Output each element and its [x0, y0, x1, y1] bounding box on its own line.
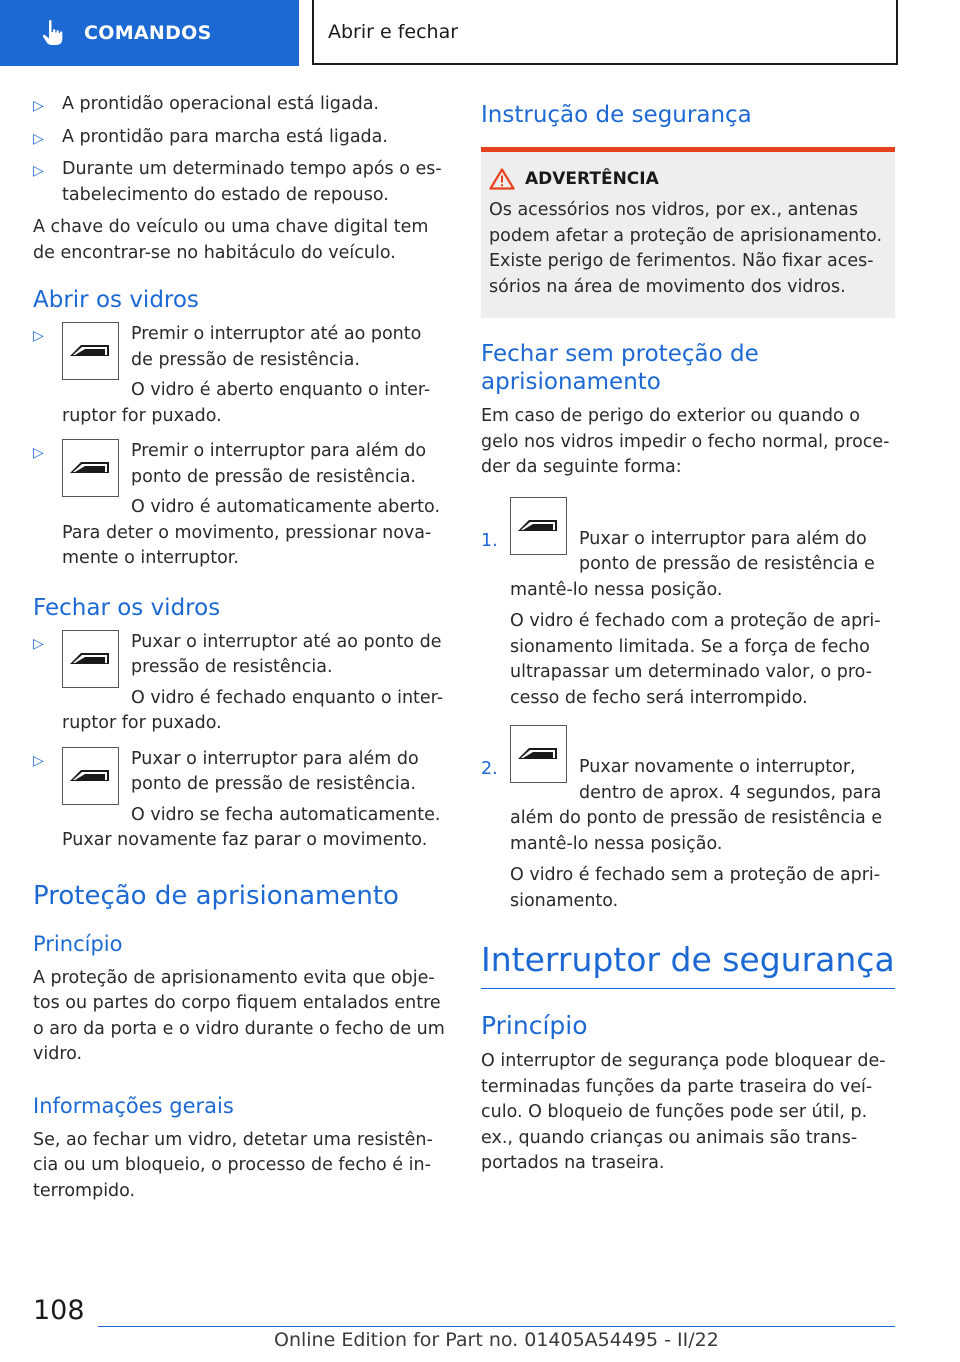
step-number: 2. — [481, 759, 498, 779]
left-column — [33, 92, 447, 1204]
window-switch-icon — [62, 439, 119, 497]
section-tab[interactable] — [0, 0, 299, 66]
pointing-hand-icon — [40, 19, 66, 47]
anti-trap-heading: Proteção de aprisionamento — [33, 880, 399, 911]
principle-heading: Princípio — [33, 931, 123, 956]
triangle-bullet-icon: ▷ — [33, 635, 44, 652]
page-header — [0, 0, 960, 66]
footer-edition: Online Edition for Part no. 01405A54495 - II/22 — [274, 1329, 719, 1351]
list-item-text: Puxar o interruptor para além do ponto de pressão de resistência. — [131, 748, 419, 794]
safety-heading: Instrução de segurança — [481, 102, 752, 128]
list-item — [33, 630, 447, 737]
list-item-subtext: O vidro se fecha automaticamente. Puxar novamente faz parar o movimento. — [62, 804, 441, 850]
triangle-bullet-icon: ▷ — [33, 328, 44, 344]
key-note: A chave do veículo ou uma chave digital tem de encontrar-se no habitáculo do veículo. — [33, 217, 429, 263]
close-without-protection-text: Em caso de perigo do exterior ou quando o gelo nos vidros impedir o fecho normal, proce-der da seguinte forma: — [481, 406, 890, 477]
warning-text: Os acessórios nos vidros, por ex., antenas podem afetar a proteção de aprisionamento. Existe perigo de ferimentos. Não fixar aces-sórios na área de movimento dos vidros. — [489, 200, 883, 297]
triangle-bullet-icon: ▷ — [33, 163, 44, 179]
step-item — [481, 497, 895, 712]
general-info-heading: Informações gerais — [33, 1093, 234, 1118]
list-item-subtext: O vidro é automaticamente aberto. Para deter o movimento, pressionar nova-mente o interruptor. — [62, 497, 441, 568]
list-item — [33, 92, 447, 118]
triangle-bullet-icon: ▷ — [33, 130, 44, 147]
list-item — [33, 157, 447, 208]
list-item-subtext: O vidro é fechado enquanto o inter-ruptor for puxado. — [62, 687, 444, 733]
window-switch-icon — [510, 725, 567, 783]
window-switch-icon — [62, 322, 119, 380]
warning-label: ADVERTÊNCIA — [525, 169, 659, 189]
list-item-text: A prontidão operacional está ligada. — [62, 94, 379, 114]
switch-principle-text: O interruptor de segurança pode bloquear de-terminadas funções da parte traseira do veí-culo. O bloqueio de funções pode ser útil, p. ex., quando crianças ou animais são trans-portados na traseira. — [481, 1051, 886, 1173]
general-info-text: Se, ao fechar um vidro, detetar uma resistên-cia ou um bloqueio, o processo de fecho é in-terrompido. — [33, 1129, 433, 1201]
right-column — [481, 92, 895, 1177]
list-item-text: Premir o interruptor até ao ponto de pressão de resistência. — [131, 324, 422, 370]
step-number: 1. — [481, 530, 498, 551]
page-number: 108 — [33, 1295, 85, 1326]
safety-switch-heading: Interruptor de segurança — [481, 940, 895, 979]
close-windows-heading: Fechar os vidros — [33, 594, 221, 621]
close-without-protection-heading: Fechar sem proteção de aprisionamento — [481, 341, 759, 395]
open-windows-heading: Abrir os vidros — [33, 287, 199, 313]
footer-divider — [98, 1326, 895, 1327]
list-item-text: Puxar o interruptor até ao ponto de pressão de resistência. — [131, 631, 442, 677]
warning-box — [481, 147, 895, 318]
step-text: Puxar novamente o interruptor, dentro de aprox. 4 segundos, para além do ponto de pressão de resistência e mantê-lo nessa posição. — [510, 757, 883, 854]
window-switch-icon — [62, 630, 119, 688]
triangle-bullet-icon: ▷ — [33, 445, 44, 461]
step-item — [481, 725, 895, 914]
triangle-bullet-icon: ▷ — [33, 98, 44, 114]
list-item — [33, 439, 447, 572]
list-item-subtext: O vidro é aberto enquanto o inter-ruptor for puxado. — [62, 380, 431, 426]
switch-principle-heading: Princípio — [481, 1011, 588, 1040]
window-switch-icon — [510, 497, 567, 555]
step-subtext: O vidro é fechado sem a proteção de apri-sionamento. — [510, 865, 881, 911]
list-item-text: Durante um determinado tempo após o es-tabelecimento do estado de repouso. — [62, 159, 442, 205]
warning-triangle-icon — [489, 168, 515, 190]
principle-text: A proteção de aprisionamento evita que obje-tos ou partes do corpo fiquem entalados entre o aro da porta e o vidro durante o fecho de um vidro. — [33, 967, 445, 1064]
list-item-text: Premir o interruptor para além do ponto de pressão de resistência. — [131, 441, 427, 487]
list-item — [33, 747, 447, 854]
topic-tab[interactable] — [312, 0, 898, 65]
section-tab-label: COMANDOS — [84, 22, 212, 44]
topic-tab-label: Abrir e fechar — [328, 20, 459, 43]
list-item — [33, 322, 447, 429]
list-item — [33, 125, 447, 151]
step-subtext: O vidro é fechado com a proteção de apri-sionamento limitada. Se a força de fecho ultrapassar um determinado valor, o pro-cesso de fecho será interrompido. — [510, 611, 881, 708]
list-item-text: A prontidão para marcha está ligada. — [62, 126, 388, 147]
safety-switch-heading-block — [481, 940, 895, 989]
step-text: Puxar o interruptor para além do ponto de pressão de resistência e mantê-lo nessa posição. — [510, 528, 875, 600]
triangle-bullet-icon: ▷ — [33, 752, 44, 769]
window-switch-icon — [62, 747, 119, 805]
